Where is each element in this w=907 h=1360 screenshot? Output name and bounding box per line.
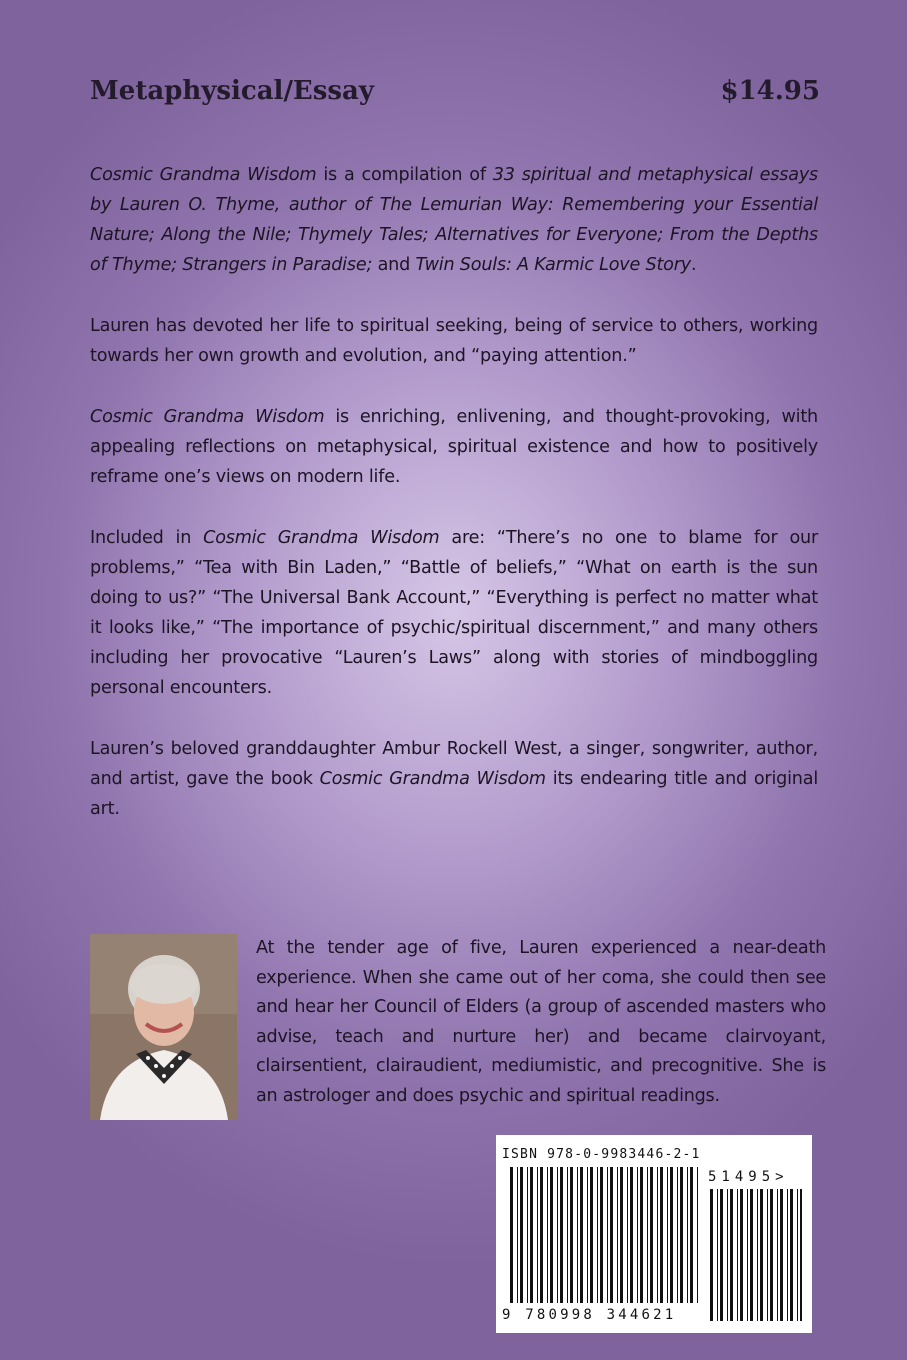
barcode-bar — [547, 1167, 548, 1303]
barcode-bar — [690, 1167, 693, 1303]
price-code-arrow: > — [775, 1169, 789, 1185]
price-barcode-bar — [787, 1189, 788, 1321]
barcode-bar — [600, 1167, 603, 1303]
book-title: Cosmic Grandma Wisdom — [319, 769, 546, 789]
book-title: Cosmic Grandma Wisdom — [90, 165, 317, 185]
paragraph-granddaughter: Lauren’s beloved granddaughter Ambur Rockell West, a singer, songwriter, author, and artist, gave the book Cosmic Grandma Wisdom its endearing title and original art. — [90, 739, 819, 819]
book-title-twin-souls: Twin Souls: A Karmic Love Story — [415, 255, 691, 275]
price-barcode-bar — [797, 1189, 798, 1321]
price-barcode-bar — [747, 1189, 748, 1321]
price-barcode-bar — [710, 1189, 713, 1321]
paragraph-enriching: Cosmic Grandma Wisdom is enriching, enlivening, and thought-provoking, with appealing reflections on metaphysical, spiritual existence and how to positively reframe one’s views on modern life. — [90, 407, 818, 487]
ean-digits: 9 780998 344621 — [502, 1307, 677, 1323]
paragraph-included: Included in Cosmic Grandma Wisdom are: “There’s no one to blame for our problems,” “Tea with Bin Laden,” “Battle of beliefs,” “What on earth is the sun doing to us?” “The Universal Bank Account,” “Everything is perfect no matter what it looks like,” “The importance of psychic/spiritual discernment,” and many others including her provocative “Lauren’s Laws” along with stories of mindboggling personal encounters. — [90, 528, 818, 698]
barcode-bar — [667, 1167, 668, 1303]
barcode-bar — [677, 1167, 678, 1303]
barcode-bar — [560, 1167, 563, 1303]
barcode-bar — [687, 1167, 688, 1303]
barcode-bar — [570, 1167, 573, 1303]
barcode-bar — [617, 1167, 618, 1303]
isbn-barcode-panel — [496, 1135, 812, 1333]
barcode-bar — [627, 1167, 628, 1303]
barcode-bar — [647, 1167, 648, 1303]
barcode-bar — [557, 1167, 558, 1303]
description-text — [90, 160, 818, 855]
author-photo — [90, 934, 237, 1120]
barcode-bar — [567, 1167, 568, 1303]
price-label: $14.95 — [720, 76, 820, 106]
barcode-bar — [510, 1167, 513, 1303]
author-bio: At the tender age of five, Lauren experienced a near-death experience. When she came out of her coma, she could then see and hear her Council of Elders (a group of ascended masters who advise, teach and nurture her) and became clairvoyant, clairsentient, clairaudient, mediumistic, and precognitive. She is an astrologer and does psychic and spiritual readings. — [256, 938, 826, 1106]
barcode-graphic — [496, 1135, 812, 1333]
price-barcode-bar — [737, 1189, 738, 1321]
barcode-bar — [537, 1167, 538, 1303]
price-barcode-bar — [720, 1189, 723, 1321]
barcode-bar — [540, 1167, 543, 1303]
barcode-bar — [680, 1167, 683, 1303]
barcode-bar — [630, 1167, 633, 1303]
barcode-bar — [637, 1167, 638, 1303]
barcode-bar — [610, 1167, 613, 1303]
price-barcode-bar — [777, 1189, 778, 1321]
barcode-bar — [550, 1167, 553, 1303]
price-barcode-bar — [790, 1189, 793, 1321]
barcode-bar — [587, 1167, 588, 1303]
barcode-bar — [597, 1167, 598, 1303]
paragraph-devotion: Lauren has devoted her life to spiritual seeking, being of service to others, working towards her own growth and evolution, and “paying attention.” — [90, 316, 818, 366]
barcode-bar — [607, 1167, 608, 1303]
author-works: 33 spiritual and metaphysical essays by Lauren O. Thyme, author of The Lemurian Way: Remembering your Essential Nature; Along the Nile; Thymely Tales; Alternatives for Everyone; From the Depths of Thyme; Strangers in Paradise; — [90, 165, 818, 275]
barcode-bar — [580, 1167, 583, 1303]
paragraph-intro: Cosmic Grandma Wisdom is a compilation of 33 spiritual and metaphysical essays by Lauren O. Thyme, author of The Lemurian Way: Remembering your Essential Nature; Along the Nile; Thymely Tales; Alternatives for Everyone; From the Depths of Thyme; Strangers in Paradise; and Twin Souls: A Karmic Love Story. — [90, 165, 818, 275]
barcode-bar — [517, 1167, 518, 1303]
barcode-bar — [577, 1167, 578, 1303]
price-barcode-bar — [800, 1189, 802, 1321]
barcode-bar — [670, 1167, 673, 1303]
isbn-label: ISBN 978-0-9983446-2-1 — [502, 1147, 701, 1162]
barcode-bar — [590, 1167, 593, 1303]
price-barcode-bar — [727, 1189, 728, 1321]
price-barcode-bar — [757, 1189, 758, 1321]
price-barcode-bar — [750, 1189, 753, 1321]
price-barcode-bar — [740, 1189, 743, 1321]
barcode-bar — [527, 1167, 528, 1303]
category-label: Metaphysical/Essay — [90, 76, 374, 106]
barcode-bar — [660, 1167, 663, 1303]
barcode-bar — [650, 1167, 653, 1303]
barcode-bar — [640, 1167, 643, 1303]
book-title: Cosmic Grandma Wisdom — [90, 407, 325, 427]
book-title: Cosmic Grandma Wisdom — [203, 528, 440, 548]
barcode-bar — [697, 1167, 698, 1303]
barcode-bar — [530, 1167, 533, 1303]
barcode-bar — [657, 1167, 658, 1303]
price-barcode-bar — [767, 1189, 768, 1321]
barcode-bar — [520, 1167, 523, 1303]
barcode-bar — [620, 1167, 623, 1303]
price-barcode-bar — [730, 1189, 733, 1321]
header-row — [90, 76, 820, 116]
price-barcode-bar — [780, 1189, 783, 1321]
price-barcode-bar — [717, 1189, 718, 1321]
price-barcode-bar — [760, 1189, 763, 1321]
price-code: 51495> — [708, 1169, 789, 1185]
price-barcode-bar — [770, 1189, 773, 1321]
author-portrait-illustration — [90, 934, 237, 1120]
